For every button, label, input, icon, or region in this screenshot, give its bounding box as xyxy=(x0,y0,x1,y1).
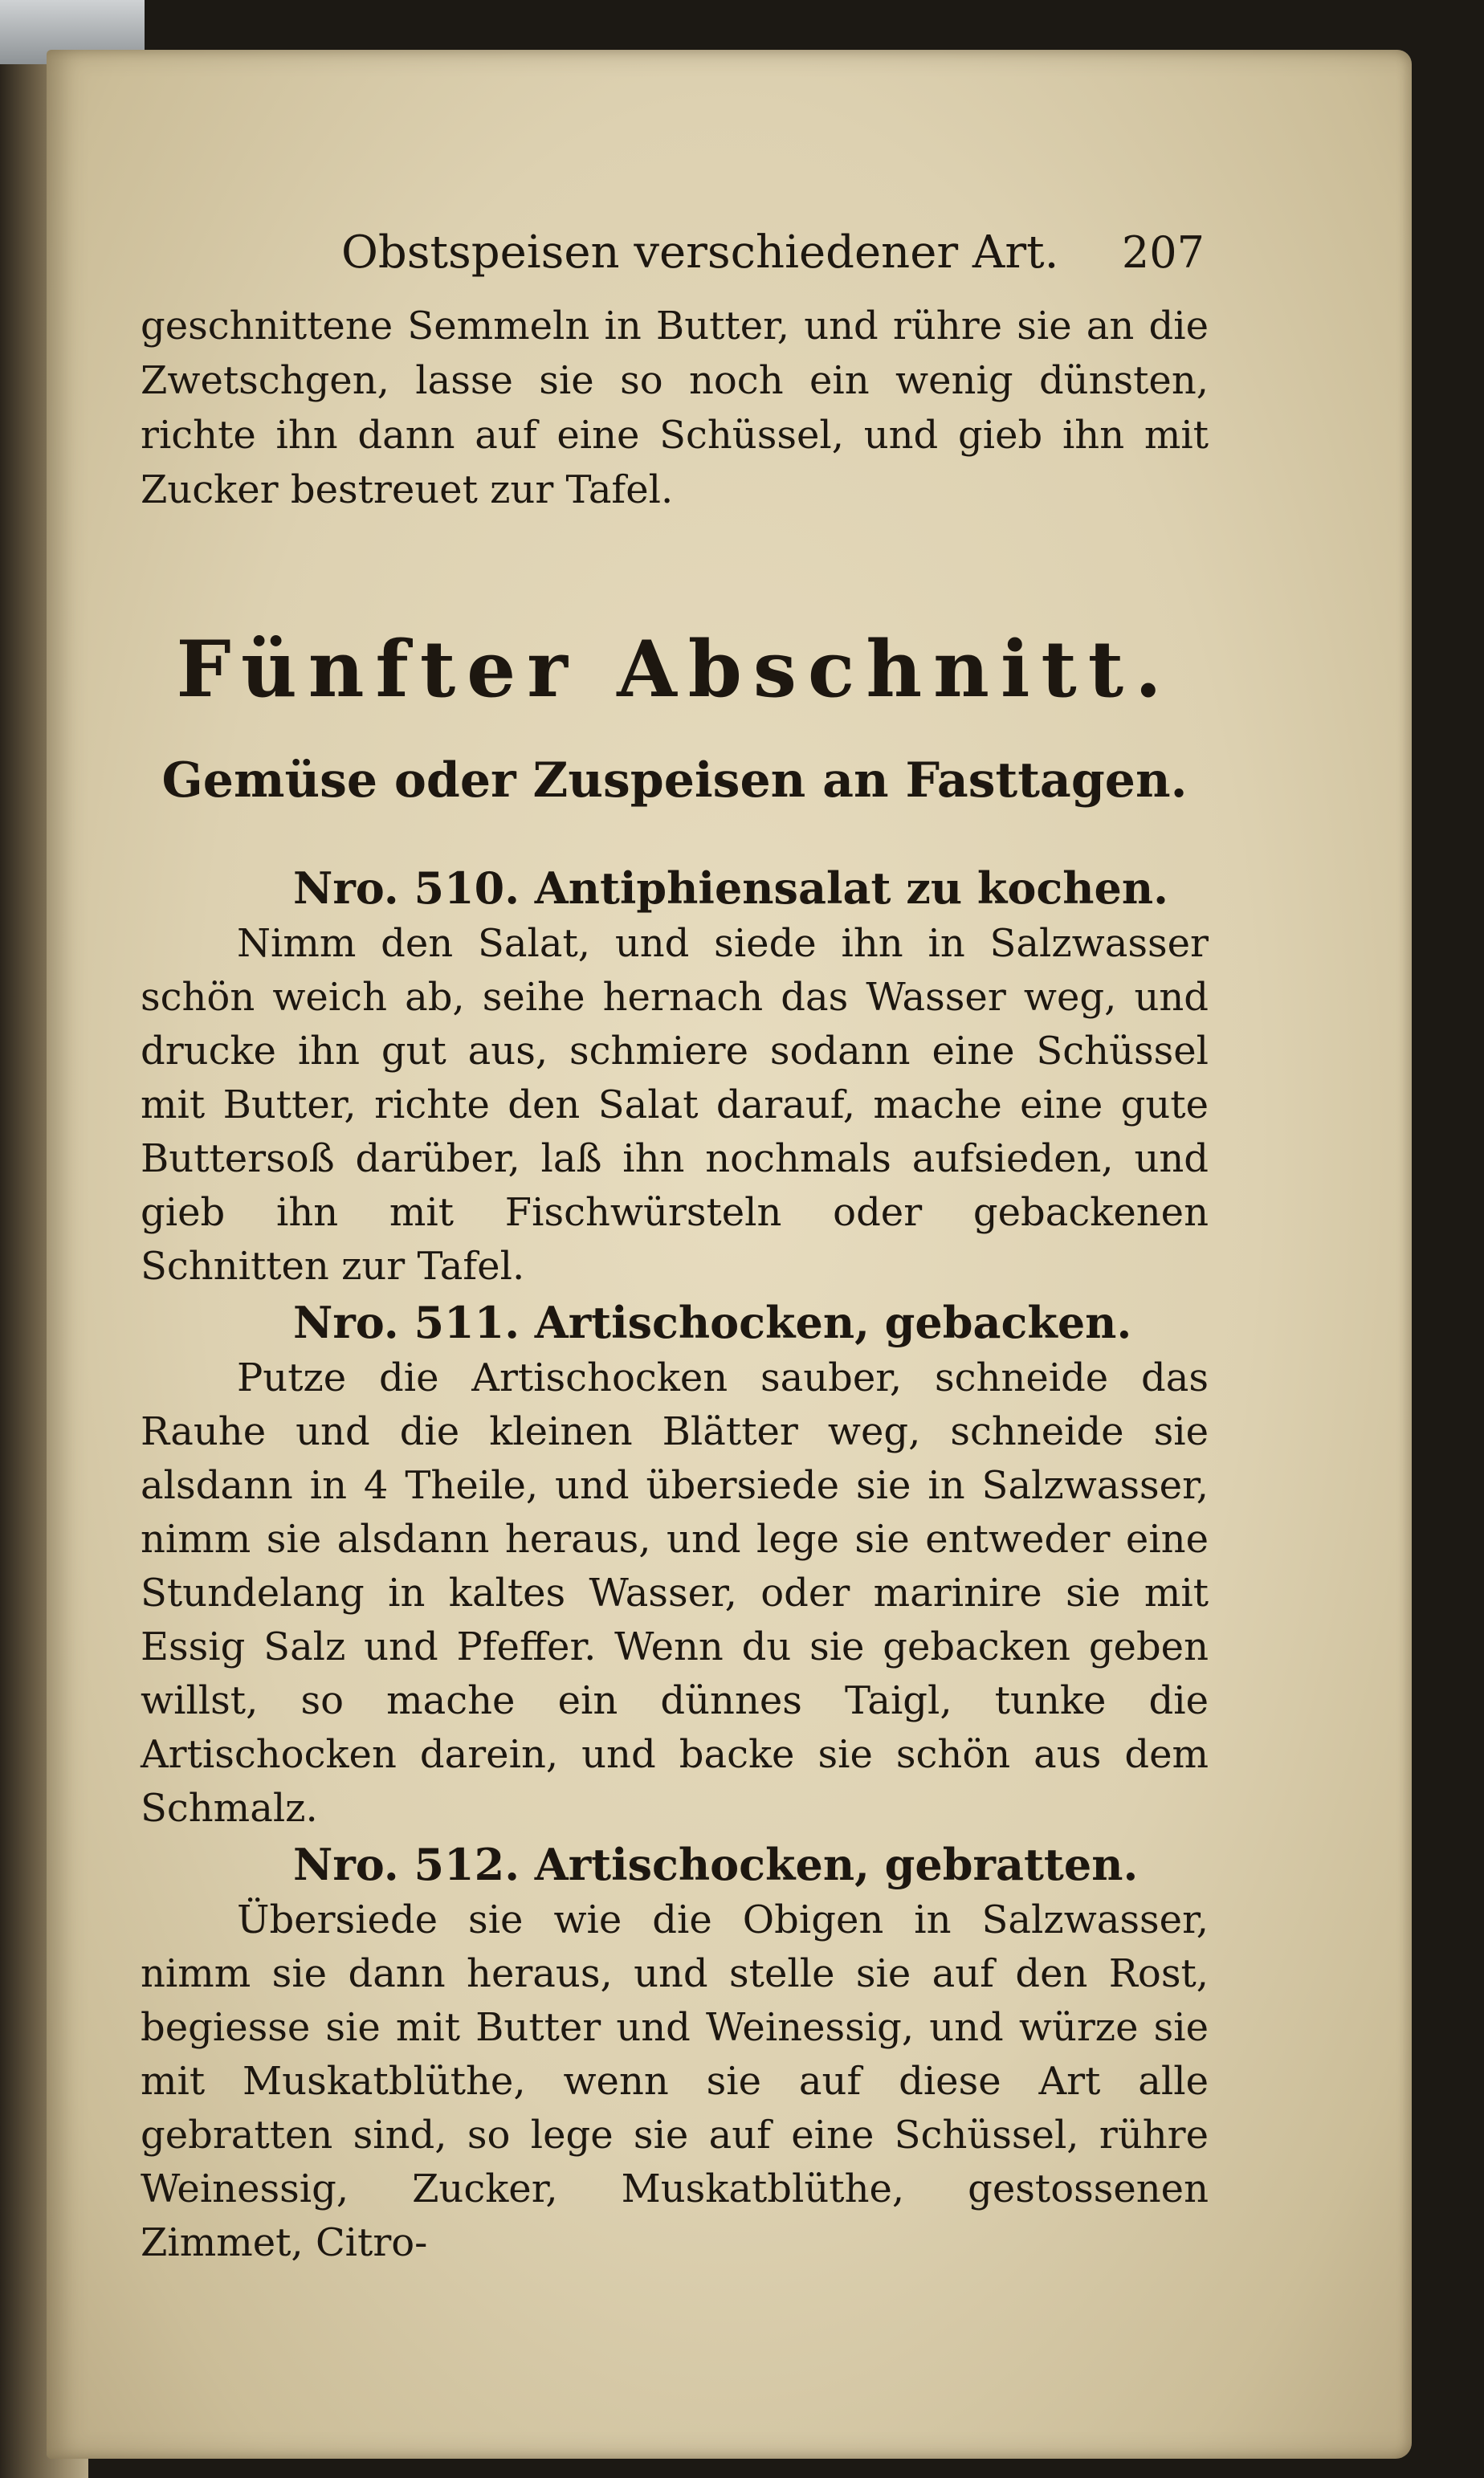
page-content xyxy=(141,226,1209,2270)
recipe-heading-510: Nro. 510. Antiphiensalat zu kochen. xyxy=(293,862,1168,914)
running-head-title: Obstspeisen verschiedener Art. xyxy=(341,226,1059,279)
recipe-text-511: Putze die Artischocken sauber, schneide das Rauhe und die kleinen Blätter weg, schneide sie alsdann in 4 Theile, und übersiede sie in Salzwasser, nimm sie alsdann heraus, und lege sie entweder eine Stundelang in kaltes Wasser, oder marinire sie mit Essig Salz und Pfeffer. Wenn du sie gebacken geben willst, so mache ein dünnes Taigl, tunke die Artischocken darein, und backe sie schön aus dem Schmalz. xyxy=(141,1355,1209,1831)
page-number: 207 xyxy=(1121,227,1205,278)
running-head xyxy=(141,226,1209,284)
continuation-paragraph: geschnittene Semmeln in Butter, und rühre sie an die Zwetschgen, lasse sie so noch ein wenig dünsten, richte ihn dann auf eine Schüssel, und gieb ihn mit Zucker bestreuet zur Tafel. xyxy=(141,304,1209,512)
recipe-text-512: Übersiede sie wie die Obigen in Salzwasser, nimm sie dann heraus, und stelle sie auf den Rost, begiesse sie mit Butter und Weinessig, und würze sie mit Muskatblüthe, wenn sie auf diese Art alle gebratten sind, so lege sie auf eine Schüssel, rühre Weinessig, Zucker, Muskatblüthe, gestossenen Zimmet, Citro- xyxy=(141,1897,1209,2265)
recipe-heading-512: Nro. 512. Artischocken, gebratten. xyxy=(293,1839,1139,1890)
section-subtitle: Gemüse oder Zuspeisen an Fasttagen. xyxy=(161,752,1188,809)
recipe-text-510: Nimm den Salat, und siede ihn in Salzwasser schön weich ab, seihe hernach das Wasser weg, und drucke ihn gut aus, schmiere sodann eine Schüssel mit Butter, richte den Salat darauf, mache eine gute Buttersoß darüber, laß ihn nochmals aufsieden, und gieb ihn mit Fischwürsteln oder gebackenen Schnitten zur Tafel. xyxy=(141,921,1209,1289)
section-title: Fünfter Abschnitt. xyxy=(176,624,1173,715)
recipe-heading-511: Nro. 511. Artischocken, gebacken. xyxy=(293,1297,1132,1348)
